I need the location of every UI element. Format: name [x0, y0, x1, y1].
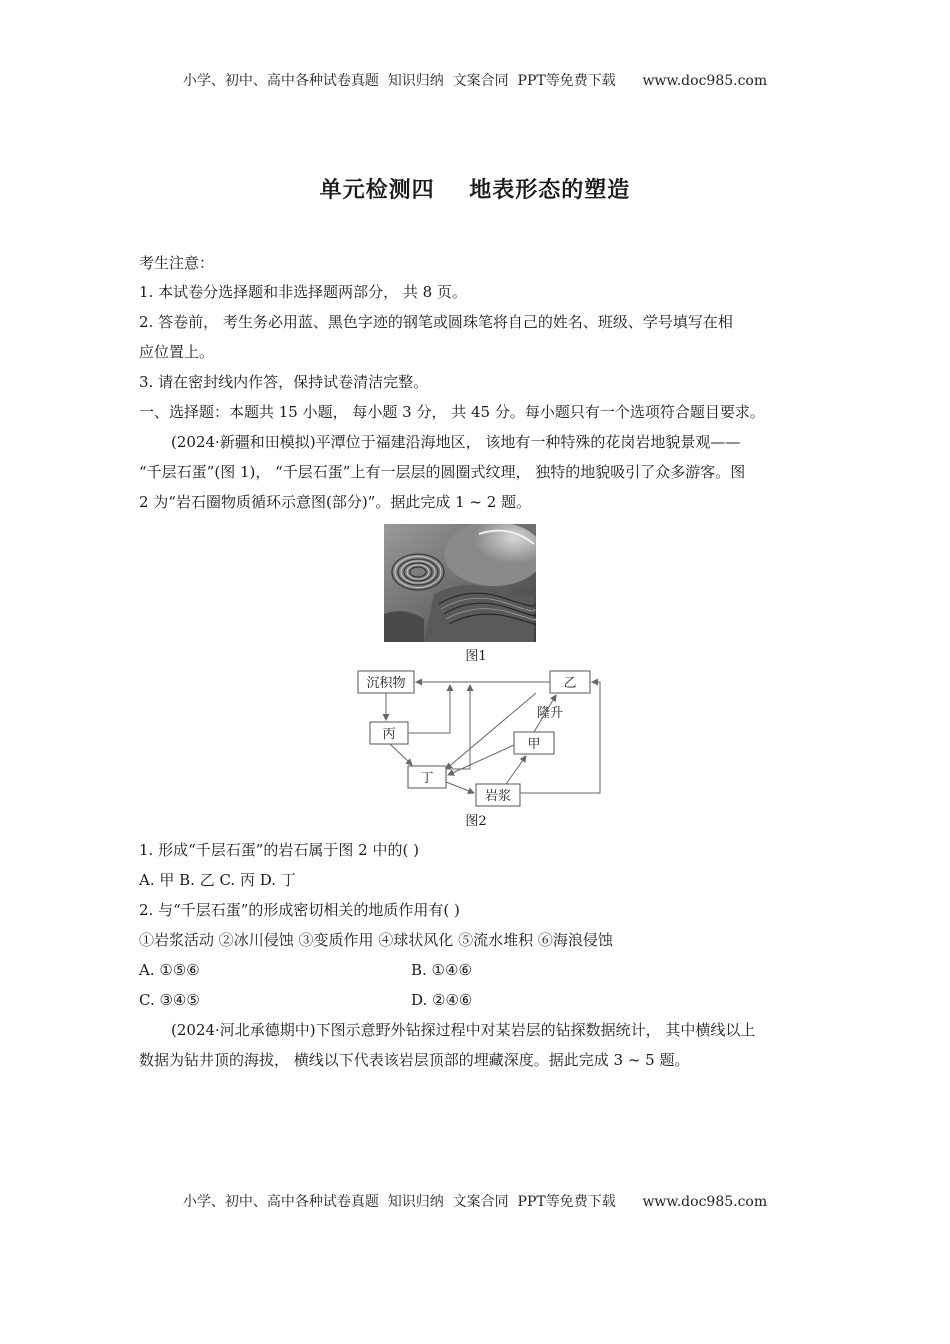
- q2-option-c: C. ③④⑤: [139, 991, 200, 1009]
- passage1-line3: 2 为“岩石圈物质循环示意图(部分)”。据此完成 1 ~ 2 题。: [139, 493, 532, 511]
- passage1-line1: (2024·新疆和田模拟)平潭位于福建沿海地区， 该地有一种特殊的花岗岩地貌景观——: [171, 433, 741, 451]
- passage1-line2: “千层石蛋”(图 1)， “千层石蛋”上有一层层的圆圈式纹理， 独特的地貌吸引了众多游客。图: [139, 463, 746, 481]
- node-ding-label: 丁: [420, 771, 434, 786]
- q2-stem: 2. 与“千层石蛋”的形成密切相关的地质作用有( ): [139, 901, 460, 919]
- section-heading: 一、选择题：本题共 15 小题， 每小题 3 分， 共 45 分。每小题只有一个选项符合题目要求。: [139, 403, 765, 421]
- figure1-caption: 图1: [465, 649, 487, 664]
- passage2-line2: 数据为钻井顶的海拔， 横线以下代表该岩层顶部的埋藏深度。据此完成 3 ~ 5 题。: [139, 1051, 690, 1069]
- figure2-diagram: [350, 665, 610, 810]
- node-magma-label: 岩浆: [484, 789, 512, 804]
- q2-option-b: B. ①④⑥: [411, 961, 472, 979]
- figure1-rock-image: [384, 524, 536, 642]
- q2-option-d: D. ②④⑥: [411, 991, 473, 1009]
- arrow-bing-to-ding: [390, 744, 412, 765]
- q1-options: A. 甲 B. 乙 C. 丙 D. 丁: [139, 871, 296, 889]
- uplift-label: 隆升: [537, 706, 564, 721]
- node-sediment-label: 沉积物: [366, 676, 406, 691]
- q2-option-a: A. ①⑤⑥: [139, 961, 200, 979]
- figure2-caption: 图2: [465, 814, 487, 829]
- page-title: 单元检测四 地表形态的塑造: [319, 178, 631, 203]
- arrow-ding-to-magma: [446, 782, 474, 793]
- arrow-jia-to-ding: [448, 745, 514, 775]
- q2-items: ①岩浆活动 ②冰川侵蚀 ③变质作用 ④球状风化 ⑤流水堆积 ⑥海浪侵蚀: [139, 931, 613, 949]
- page-header: 小学、初中、高中各种试卷真题 知识归纳 文案合同 PPT等免费下载 www.doc985.com: [182, 73, 768, 89]
- page-footer: 小学、初中、高中各种试卷真题 知识归纳 文案合同 PPT等免费下载 www.doc985.com: [182, 1194, 768, 1210]
- node-yi-label: 乙: [563, 676, 577, 691]
- notice-item-1: 1. 本试卷分选择题和非选择题两部分， 共 8 页。: [139, 283, 467, 301]
- figure1-photo: [384, 524, 536, 642]
- notice-heading: 考生注意：: [139, 254, 215, 272]
- notice-item-3: 3. 请在密封线内作答，保持试卷清洁完整。: [139, 373, 429, 391]
- node-jia-label: 甲: [527, 737, 541, 752]
- passage2-line1: (2024·河北承德期中)下图示意野外钻探过程中对某岩层的钻探数据统计， 其中横线以上: [171, 1021, 756, 1039]
- q1-stem: 1. 形成“千层石蛋”的岩石属于图 2 中的( ): [139, 841, 419, 859]
- arrow-yi-to-ding: [446, 693, 536, 769]
- notice-item-2: 2. 答卷前， 考生务必用蓝、黑色字迹的钢笔或圆珠笔将自己的姓名、班级、学号填写在相: [139, 313, 733, 331]
- notice-item-2-cont: 应位置上。: [139, 343, 215, 361]
- node-bing-label: 丙: [382, 727, 396, 742]
- arrow-magma-to-jia: [506, 756, 526, 784]
